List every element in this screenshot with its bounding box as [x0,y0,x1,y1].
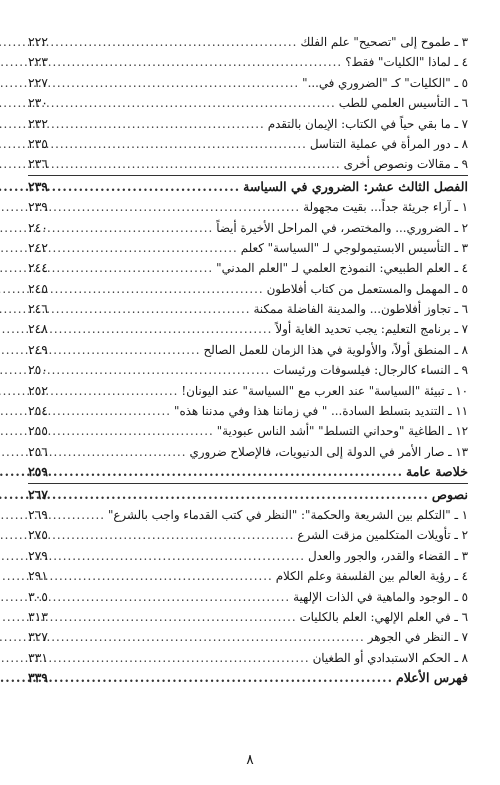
toc-entry[interactable] [28,218,468,238]
toc-entry[interactable] [28,442,468,462]
toc-entry-page: ٢٤٦ [28,301,48,317]
toc-entry[interactable] [28,154,468,174]
dot-leader [61,360,270,380]
toc-entry-page: ٢٣٠ [28,95,48,111]
dot-leader [61,648,310,668]
dot-leader [61,462,403,482]
toc-entry-page: ٣١٣ [28,608,48,624]
toc-entry-title: ١١ ـ التنديد بتسلط السادة... " في زماننا هذا وفي مدننا هذه" [174,404,468,419]
toc-entry[interactable] [28,93,468,113]
dot-leader [61,401,171,421]
toc-entry-title: ٤ ـ لماذا "الكليات" فقط؟ [345,55,468,70]
toc-entry[interactable] [28,299,468,319]
toc-entry-title: ٥ ـ الوجود والماهية في الذات الإلهية [293,589,468,604]
toc-entry-title: نصوص [431,486,468,502]
toc-entry-page: ٢٥٢ [28,382,48,398]
toc-section-heading[interactable] [28,485,468,505]
toc-entry[interactable] [28,381,468,401]
toc-entry-title: ١٣ ـ صار الأمر في الدولة إلى الدنيويات، فالإصلاح ضروري [189,444,468,459]
toc-entry[interactable] [28,525,468,545]
toc-entry[interactable] [28,505,468,525]
toc-entry-title: ٩ ـ النساء كالرجال: فيلسوفات ورئيسات [273,363,468,378]
toc-entry-page: ٢٧٩ [28,547,48,563]
dot-leader [61,319,272,339]
toc-entry[interactable] [28,360,468,380]
toc-entry-title: ٦ ـ التأسيس العلمي للطب [338,96,468,111]
dot-leader [61,197,300,217]
dot-leader [61,114,265,134]
dot-leader [61,218,213,238]
toc-entry-page: ٢٦٧ [28,486,48,502]
dot-leader [61,668,393,688]
toc-entry-title: ٨ ـ دور المرأة في عملية التناسل [309,136,468,151]
toc-entry-page: ٣٢٧ [28,629,48,645]
dot-leader [61,566,273,586]
table-of-contents [28,32,468,689]
toc-entry-page: ٢٣٥ [28,135,48,151]
toc-entry-title: خلاصة عامة [406,464,468,480]
dot-leader [61,299,250,319]
toc-entry-page: ٣٣١ [28,649,48,665]
dot-leader [61,442,187,462]
dot-leader [61,587,290,607]
toc-entry-page: ٢٣٩ [28,178,48,194]
dot-leader [61,485,429,505]
toc-entry-title: ٤ ـ العلم الطبيعي: النموذج العلمي لـ "العلم المدني" [216,261,468,276]
toc-entry[interactable] [28,258,468,278]
toc-entry-title: ٧ ـ النظر في الجوهر [367,630,468,645]
dot-leader [61,525,294,545]
toc-entry-page: ٢٢٣ [28,54,48,70]
toc-entry[interactable] [28,401,468,421]
toc-entry[interactable] [28,421,468,441]
dot-leader [61,258,213,278]
toc-entry-page: ٢٤٥ [28,280,48,296]
dot-leader [61,134,307,154]
toc-entry-title: ٩ ـ مقالات ونصوص أخرى [343,157,468,172]
toc-entry-page: ٢٤٨ [28,321,48,337]
toc-entry-page: ٢٩١ [28,568,48,584]
toc-entry-page: ٢٧٥ [28,527,48,543]
toc-entry-title: ٣ ـ القضاء والقدر، والجور والعدل [308,548,468,563]
toc-entry[interactable] [28,52,468,72]
toc-entry-title: ٤ ـ رؤية العالم بين الفلسفة وعلم الكلام [275,569,468,584]
toc-entry[interactable] [28,279,468,299]
toc-section-heading[interactable] [28,668,468,688]
toc-entry-title: ٢ ـ الضروري... والمختصر، في المراحل الأخيرة أيضاً [216,220,468,235]
toc-entry[interactable] [28,566,468,586]
toc-entry-title: ١٠ ـ تبيئة "السياسة" عند العرب مع "السياسة" عند اليونان! [181,383,468,398]
dot-leader [61,52,342,72]
toc-entry-title: ٦ ـ تجاوز أفلاطون... والمدينة الفاضلة ممكنة [253,302,468,317]
toc-entry[interactable] [28,607,468,627]
toc-entry-title: ٣ ـ التأسيس الابستيمولوجي لـ "السياسة" كعلم [240,240,468,255]
dot-leader [61,340,201,360]
toc-entry-title: ٣ ـ طموح إلى "تصحيح" علم الفلك [300,35,468,49]
dot-leader [61,32,297,52]
toc-entry[interactable] [28,648,468,668]
toc-entry-title: ٧ ـ ما بقي حياً في الكتاب: الإيمان بالتقدم [267,116,468,131]
toc-entry-title: ٧ ـ برنامج التعليم: يجب تحديد الغاية أولاً [275,322,468,337]
dot-leader [61,238,238,258]
toc-entry[interactable] [28,114,468,134]
toc-entry[interactable] [28,73,468,93]
dot-leader [61,421,214,441]
toc-entry-title: ١ ـ "التكلم بين الشريعة والحكمة": "النظر في كتب القدماء واجب بالشرع" [107,507,468,522]
toc-entry-title: ٨ ـ المنطق أولاً، والأولوية في هذا الزمان للعمل الصالح [203,342,468,357]
toc-entry-title: ١ ـ آراء جريئة جداً... بقيت مجهولة [303,200,468,215]
toc-entry-page: ٢٥٩ [28,464,48,480]
toc-entry-title: ٨ ـ الحكم الاستبدادي أو الطغيان [312,650,468,665]
page-number: ٨ [246,752,254,768]
toc-entry[interactable] [28,587,468,607]
toc-entry[interactable] [28,546,468,566]
toc-entry-page: ٢٤٩ [28,341,48,357]
toc-entry-title: ١٢ ـ الطاغية "وحداني التسلط" "أشد الناس عبودية" [216,424,468,439]
toc-entry-page: ٢٥٤ [28,403,48,419]
toc-entry[interactable] [28,134,468,154]
toc-entry-page: ٢٢٢ [28,34,48,49]
toc-entry[interactable] [28,340,468,360]
toc-section-heading[interactable] [28,462,468,482]
toc-entry[interactable] [28,319,468,339]
toc-entry-page: ٢٥٦ [28,443,48,459]
dot-leader [61,279,264,299]
dot-leader [61,154,341,174]
toc-entry-title: ٢ ـ تأويلات المتكلمين مزقت الشرع [297,528,468,543]
toc-entry-page: ٢٦٩ [28,506,48,522]
toc-entry-title: ٥ ـ المهمل والمستعمل من كتاب أفلاطون [266,281,468,296]
dot-leader [61,93,336,113]
toc-entry-page: ٢٣٢ [28,115,48,131]
dot-leader [61,505,105,525]
section-divider [28,175,468,176]
toc-entry-page: ٢٣٩ [28,199,48,215]
dot-leader [61,627,365,647]
toc-entry-page: ٢٥٠ [28,362,48,378]
toc-entry[interactable] [28,627,468,647]
dot-leader [61,73,299,93]
toc-entry-page: ٢٣٦ [28,156,48,172]
toc-entry-title: ٦ ـ في العلم الإلهي: العلم بالكليات [299,609,468,624]
toc-entry-page: ٢٤٤ [28,260,48,276]
toc-entry[interactable] [28,238,468,258]
toc-entry-page: ٢٤٠ [28,219,48,235]
toc-entry-page: ٢٥٥ [28,423,48,439]
toc-entry-page: ٣٠٥ [28,588,48,604]
toc-entry[interactable] [28,32,468,52]
section-divider [28,483,468,484]
toc-entry-page: ٣٣٩ [28,670,48,686]
dot-leader [61,381,178,401]
toc-entry-title: فهرس الأعلام [395,670,468,686]
dot-leader [61,546,305,566]
dot-leader [61,607,297,627]
toc-entry-title: الفصل الثالث عشر: الضروري في السياسة [243,178,468,194]
toc-section-heading[interactable] [28,177,468,197]
toc-entry-title: ٥ ـ "الكليات" كـ "الضروري في..." [302,75,468,90]
toc-entry-page: ٢٢٧ [28,74,48,90]
toc-entry-page: ٢٤٢ [28,239,48,255]
toc-entry[interactable] [28,197,468,217]
dot-leader [61,177,240,197]
